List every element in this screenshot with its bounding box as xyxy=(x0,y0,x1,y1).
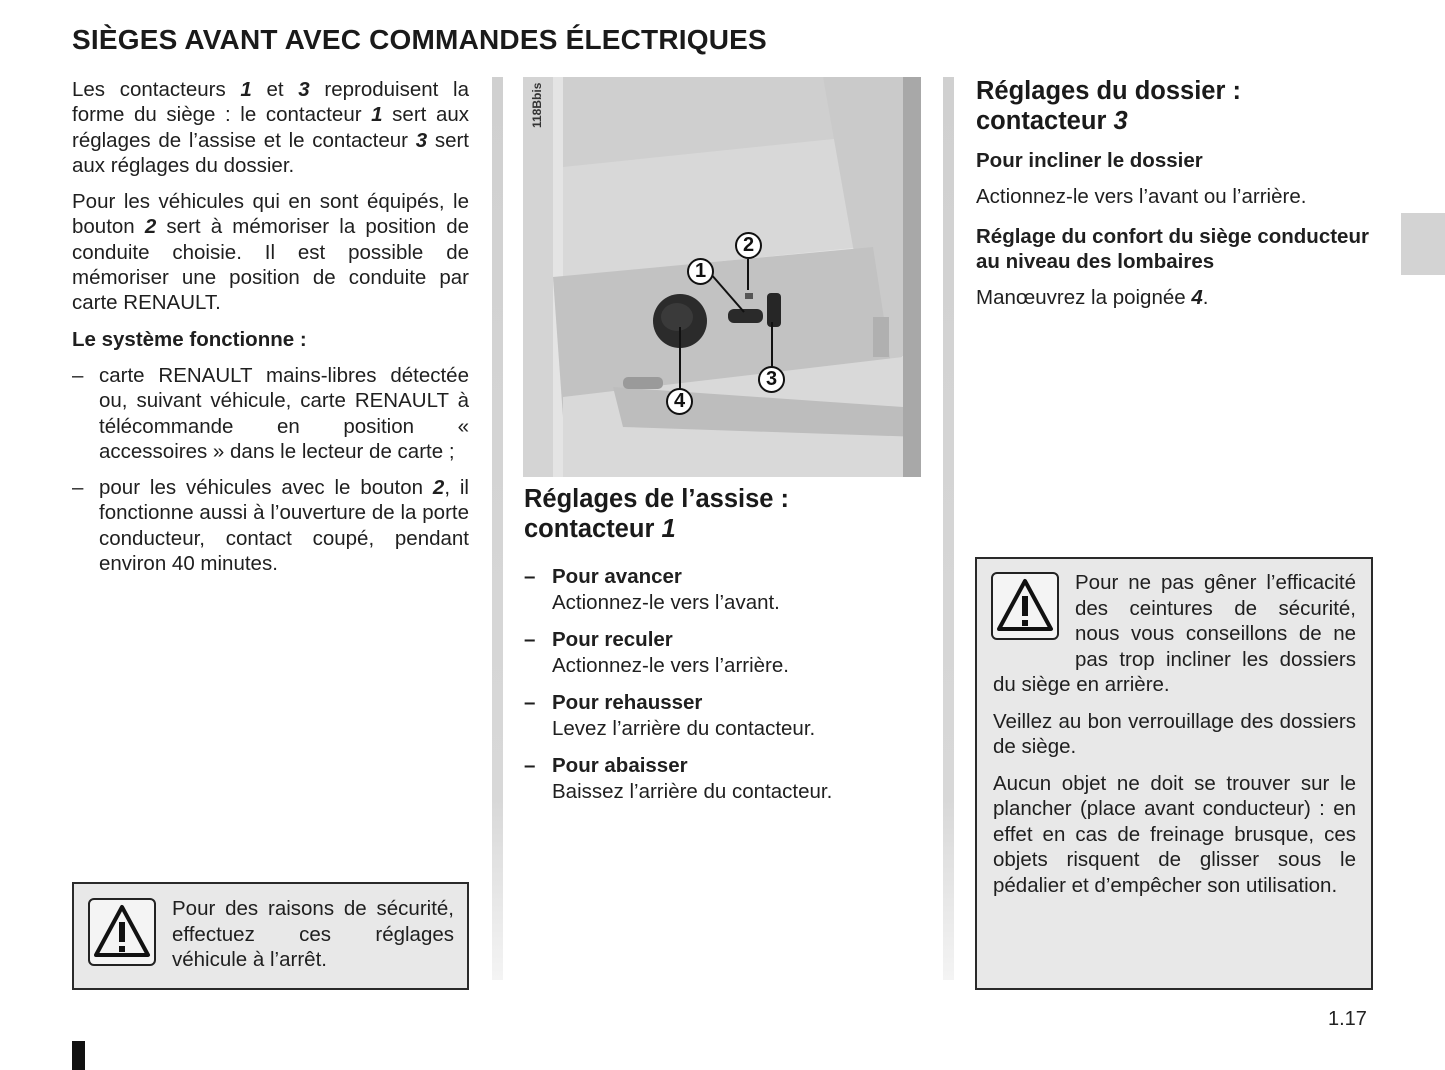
recline-subheading: Pour incliner le dossier xyxy=(976,149,1203,172)
seatbelt-warning-box xyxy=(975,557,1373,990)
callout-4: 4 xyxy=(666,388,693,415)
list-item-title: Pour abaisser xyxy=(552,754,688,777)
warning-paragraph: Veillez au bon verrouillage des dossiers de siège. xyxy=(993,709,1356,758)
icon-float-spacer xyxy=(993,570,1075,671)
section-tab xyxy=(1401,213,1445,275)
column-divider-bar xyxy=(492,77,503,980)
left-column xyxy=(72,77,469,587)
warning-paragraph: Pour ne pas gêner l’efficacité des ceintures de sécurité, nous vous conseillons de ne pas trop incliner les dossiers du siège en arrière. xyxy=(993,571,1356,696)
ref-number: 1 xyxy=(371,103,383,127)
text-run: et xyxy=(251,78,299,101)
list-dash: – xyxy=(524,754,536,777)
backrest-adjustment-section xyxy=(976,76,1376,321)
seatbelt-warning-content xyxy=(993,570,1356,898)
list-dash: – xyxy=(524,691,536,714)
list-item xyxy=(524,564,924,615)
backrest-heading xyxy=(976,76,1376,136)
list-item-text: carte RENAULT mains-libres détectée ou, suivant véhicule, carte RENAULT à télécommande en position « accessoires » dans le lecteur de carte ; xyxy=(99,363,469,463)
ref-number: 3 xyxy=(298,78,310,101)
callout-3: 3 xyxy=(758,366,785,393)
safety-warning-text: Pour des raisons de sécurité, effectuez ces réglages véhicule à l’arrêt. xyxy=(172,897,454,971)
heading-text: Réglages du dossier : contacteur xyxy=(976,77,1241,135)
text-run: . xyxy=(1202,286,1209,310)
text-run: sert à mémoriser la position de conduite choisie. Il est possible de mémoriser une position de conduite par carte RENAULT. xyxy=(72,215,469,315)
figure-reference-code: 118Bbis xyxy=(530,82,544,128)
callout-1: 1 xyxy=(687,258,714,285)
list-item-title: Pour reculer xyxy=(552,628,673,651)
list-item-desc: Levez l’arrière du contacteur. xyxy=(552,716,816,740)
list-item xyxy=(524,690,924,741)
ref-number: 2 xyxy=(144,215,157,239)
ref-number: 4 xyxy=(1191,286,1203,310)
list-item-desc: Actionnez-le vers l’arrière. xyxy=(552,653,789,677)
lumbar-subheading: Réglage du confort du siège conducteur au niveau des lombaires xyxy=(976,224,1369,273)
text-run: reproduisent la forme du siège : le contacteur xyxy=(72,78,469,127)
column-divider-bar xyxy=(943,77,954,980)
warning-paragraph: Aucun objet ne doit se trouver sur le plancher (place avant conducteur) : en effet en cas de freinage brusque, ces objets risquent de glisser sous le pédalier et d’empêcher son utilisation. xyxy=(993,771,1356,897)
page-title: SIÈGES AVANT AVEC COMMANDES ÉLECTRIQUES xyxy=(72,24,767,55)
list-dash: – xyxy=(524,628,536,651)
ref-number: 1 xyxy=(240,78,252,101)
page-number: 1.17 xyxy=(1328,1008,1367,1030)
lumbar-text xyxy=(976,285,1376,310)
list-dash: – xyxy=(72,476,84,500)
text-run: sert aux réglages du dossier. xyxy=(72,128,469,177)
list-item-title: Pour avancer xyxy=(552,565,682,588)
seat-adjustment-section xyxy=(524,484,924,816)
list-item-text: pour les véhicules avec le bouton xyxy=(99,476,433,500)
list-item xyxy=(524,627,924,678)
list-item-text: , il fonctionne aussi à l’ouverture de la porte conducteur, contact coupé, pendant environ 40 minutes. xyxy=(99,476,469,576)
list-item-desc: Baissez l’arrière du contacteur. xyxy=(552,779,833,803)
list-dash: – xyxy=(72,363,84,387)
ref-number: 1 xyxy=(661,515,676,543)
system-heading: Le système fonctionne : xyxy=(72,327,307,351)
heading-text: Réglages de l’assise : contacteur xyxy=(524,485,790,543)
list-item-title: Pour rehausser xyxy=(552,691,703,714)
text-run: Manœuvrez la poignée xyxy=(976,286,1192,310)
intro-paragraph xyxy=(72,77,469,178)
ref-number: 2 xyxy=(432,476,445,500)
recline-text: Actionnez-le vers l’avant ou l’arrière. xyxy=(976,185,1307,209)
seat-controls-figure xyxy=(523,77,921,477)
list-item xyxy=(72,475,469,576)
ref-number: 3 xyxy=(415,128,428,152)
text-run: Les contacteurs xyxy=(72,78,241,101)
ref-number: 3 xyxy=(1113,107,1128,135)
corner-mark xyxy=(72,1041,85,1070)
list-item-desc: Actionnez-le vers l’avant. xyxy=(552,590,780,614)
text-run: sert aux réglages de l’assise et le contacteur xyxy=(72,103,469,152)
seat-adjustment-heading xyxy=(524,484,924,544)
warning-triangle-icon xyxy=(88,898,156,966)
callout-2: 2 xyxy=(735,232,762,259)
text-run: Pour les véhicules qui en sont équipés, le bouton xyxy=(72,190,469,239)
safety-warning-box xyxy=(72,882,469,990)
list-item xyxy=(72,363,469,464)
seat-illustration xyxy=(523,77,921,477)
list-dash: – xyxy=(524,565,536,588)
memory-paragraph xyxy=(72,189,469,315)
list-item xyxy=(524,753,924,804)
